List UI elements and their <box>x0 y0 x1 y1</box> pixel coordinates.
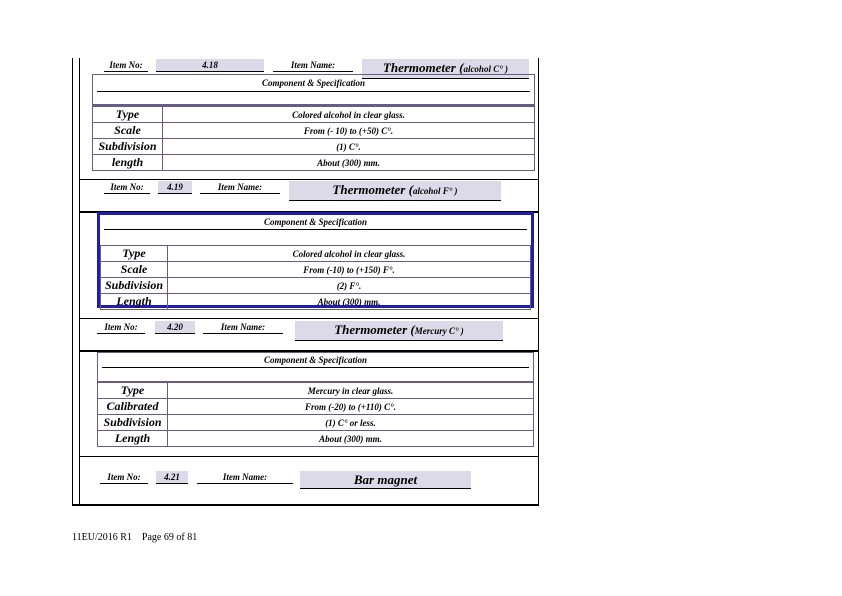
item-name-sub: Mercury C <box>414 326 455 336</box>
spec-table <box>92 106 535 171</box>
spec-selection-box <box>97 212 534 308</box>
spec-title: Component & Specification <box>263 355 367 365</box>
spec-header-box <box>97 352 534 383</box>
item-name-label: Item Name: <box>203 321 283 334</box>
page-frame-inner-line <box>79 58 80 504</box>
item-no-label: Item No: <box>104 59 148 72</box>
item-name-sub: alcohol C <box>463 64 500 74</box>
table-row <box>93 139 535 155</box>
item-no-value: 4.19 <box>158 181 192 194</box>
table-row <box>98 399 534 415</box>
item-name-tail: ° ) <box>454 326 464 336</box>
spec-value: About (300) mm. <box>163 155 535 171</box>
item-no-label: Item No: <box>100 471 148 484</box>
spec-key: Subdivision <box>93 139 163 155</box>
table-row <box>101 278 531 294</box>
item-name-main: Thermometer ( <box>382 60 464 75</box>
spec-value: Colored alcohol in clear glass. <box>163 107 535 123</box>
spec-value: From (-10) to (+150) F°. <box>168 262 531 278</box>
spec-value: From (- 10) to (+50) C°. <box>163 123 535 139</box>
item-no-label: Item No: <box>97 321 145 334</box>
spec-key: length <box>93 155 163 171</box>
table-row <box>101 294 531 310</box>
spec-table <box>97 382 534 447</box>
section-divider <box>79 318 539 319</box>
item-name-tail: ° ) <box>448 186 458 196</box>
page-footer <box>72 532 207 543</box>
section-divider <box>79 456 539 457</box>
table-row <box>101 246 531 262</box>
spec-key: Type <box>101 246 168 262</box>
spec-value: About (300) mm. <box>168 431 534 447</box>
table-row <box>93 155 535 171</box>
table-row <box>98 415 534 431</box>
item-name-value <box>289 181 501 201</box>
table-row <box>93 107 535 123</box>
spec-key: Type <box>93 107 163 123</box>
item-name-main: Bar magnet <box>353 472 418 487</box>
spec-value: (1) C° or less. <box>168 415 534 431</box>
spec-key: Calibrated <box>98 399 168 415</box>
spec-value: Mercury in clear glass. <box>168 383 534 399</box>
spec-value: (1) C°. <box>163 139 535 155</box>
spec-key: Subdivision <box>98 415 168 431</box>
spec-title-underline <box>104 229 527 230</box>
page-number: Page 69 of 81 <box>141 532 198 543</box>
spec-value: Colored alcohol in clear glass. <box>168 246 531 262</box>
item-name-label: Item Name: <box>200 181 280 194</box>
spec-key: Scale <box>93 123 163 139</box>
spec-key: Scale <box>101 262 168 278</box>
spec-title-underline <box>102 367 529 368</box>
section-divider <box>79 179 539 180</box>
spec-key: Length <box>98 431 168 447</box>
item-name-label: Item Name: <box>273 59 353 72</box>
item-name-tail: ° ) <box>499 64 509 74</box>
spec-title: Component & Specification <box>261 78 365 88</box>
item-name-main: Thermometer ( <box>332 182 413 197</box>
spec-header-box <box>92 74 535 106</box>
spec-value: From (-20) to (+110) C°. <box>168 399 534 415</box>
item-no-label: Item No: <box>104 181 150 194</box>
doc-id: 11EU/2016 R1 <box>72 532 132 543</box>
spec-title-underline <box>97 91 530 92</box>
spec-title: Component & Specification <box>263 217 367 227</box>
table-row <box>98 383 534 399</box>
item-no-value: 4.21 <box>156 471 188 484</box>
spec-key: Subdivision <box>101 278 168 294</box>
spec-value: (2) F°. <box>168 278 531 294</box>
item-no-value: 4.20 <box>155 321 195 334</box>
item-name-value <box>295 321 503 341</box>
spec-value: About (300) mm. <box>168 294 531 310</box>
item-name-sub: alcohol F <box>412 186 449 196</box>
spec-key: Type <box>98 383 168 399</box>
item-no-value: 4.18 <box>156 59 264 72</box>
table-row <box>93 123 535 139</box>
spec-table <box>100 245 531 310</box>
table-row <box>101 262 531 278</box>
item-name-label: Item Name: <box>197 471 293 484</box>
spec-key: Length <box>101 294 168 310</box>
table-row <box>98 431 534 447</box>
item-name-main: Thermometer ( <box>334 322 415 337</box>
item-name-value <box>300 471 471 489</box>
